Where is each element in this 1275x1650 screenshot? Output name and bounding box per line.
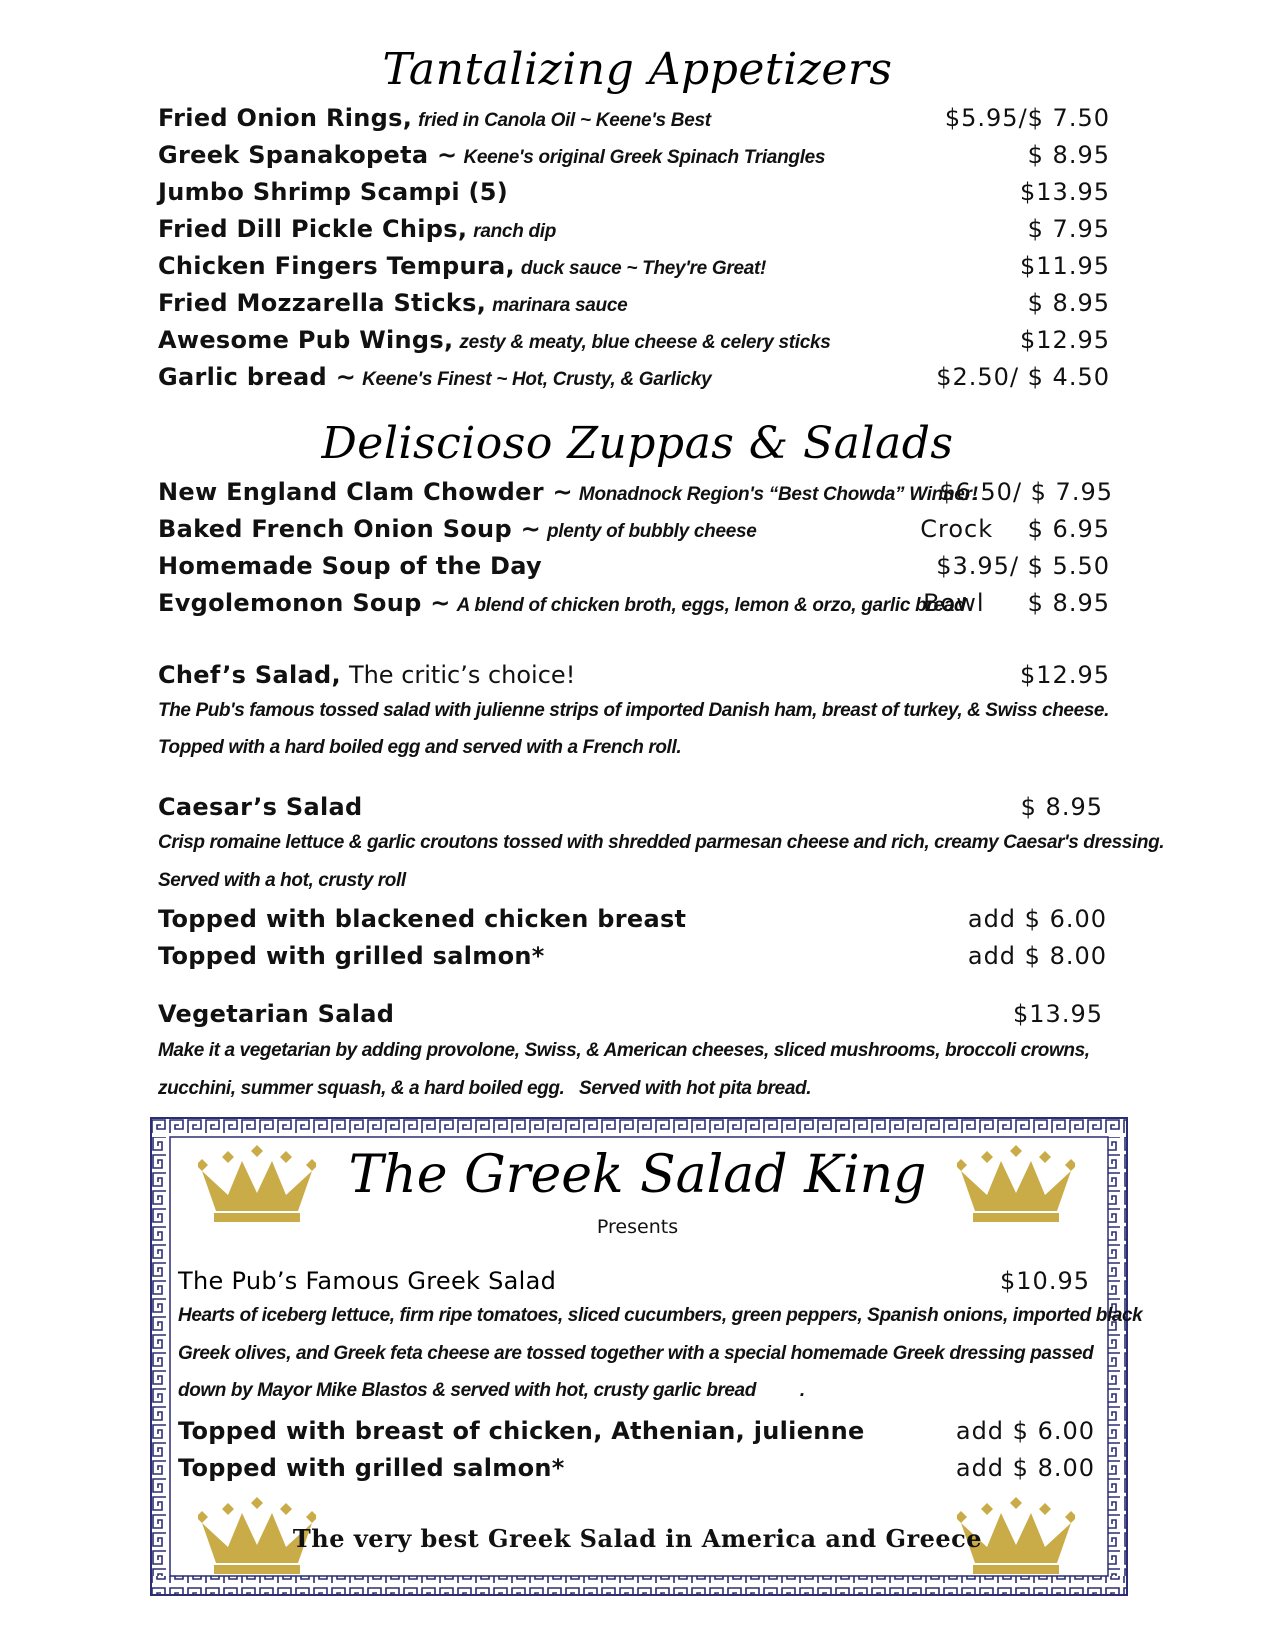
item-desc: Keene's Finest ~ Hot, Crusty, & Garlicky (362, 369, 712, 390)
item-name: Caesar’s Salad (158, 793, 363, 821)
appetizers-title: Tantalizing Appetizers (382, 44, 893, 95)
item-price: $ 8.95 (1020, 793, 1103, 821)
item-name: Fried Onion Rings, (158, 104, 413, 132)
item-desc: plenty of bubbly cheese (547, 521, 757, 542)
soup-item (158, 589, 965, 625)
item-desc: Hearts of iceberg lettuce, firm ripe tomatoes, sliced cucumbers, green peppers, Spanish onions, imported black (178, 1305, 1143, 1326)
item-name: Garlic bread ~ (158, 363, 357, 391)
addon-name: Topped with grilled salmon* (178, 1454, 565, 1482)
item-name: Chef’s Salad, (158, 661, 341, 689)
item-desc: marinara sauce (492, 295, 628, 316)
item-price: $ 8.95 (1027, 289, 1110, 317)
addon-name: Topped with grilled salmon* (158, 942, 545, 970)
item-price: $13.95 (1020, 178, 1110, 206)
addon-price: add $ 6.00 (967, 905, 1107, 933)
soup-item (158, 515, 757, 551)
addon-name: Topped with breast of chicken, Athenian, julienne (178, 1417, 865, 1445)
item-price: $13.95 (1013, 1000, 1103, 1028)
item-name: New England Clam Chowder ~ (158, 478, 573, 506)
item-price: $10.95 (1000, 1267, 1090, 1295)
addon-price: add $ 8.00 (955, 1454, 1095, 1482)
soup-item (158, 478, 978, 514)
item-price: $ 8.95 (1027, 141, 1110, 169)
vegetarian-salad (158, 1000, 394, 1036)
greek-king-title: The Greek Salad King (348, 1145, 927, 1205)
item-name: Homemade Soup of the Day (158, 552, 542, 580)
appetizer-item (158, 252, 766, 288)
appetizer-item (158, 141, 825, 177)
soup-item (158, 552, 548, 588)
item-name: Chicken Fingers Tempura, (158, 252, 515, 280)
addon-price: add $ 8.00 (967, 942, 1107, 970)
item-name: Awesome Pub Wings, (158, 326, 454, 354)
item-desc: Greek olives, and Greek feta cheese are tossed together with a special homemade Greek dressing passed (178, 1343, 1094, 1364)
addon-item (178, 1417, 865, 1453)
item-tagline: The critic’s choice! (348, 661, 576, 689)
item-name: Baked French Onion Soup ~ (158, 515, 541, 543)
item-price: $ 7.95 (1027, 215, 1110, 243)
item-price: $3.95/ $ 5.50 (936, 552, 1110, 580)
item-name: Vegetarian Salad (158, 1000, 395, 1028)
item-desc: Served with a hot, crusty roll (158, 870, 406, 891)
greek-slogan: The very best Greek Salad in America and Greece (292, 1524, 983, 1553)
addon-item (178, 1454, 565, 1490)
item-price: $5.95/$ 7.50 (944, 104, 1110, 132)
item-price: $12.95 (1020, 661, 1110, 689)
chef-salad (158, 661, 575, 697)
item-price: $12.95 (1020, 326, 1110, 354)
appetizer-item (158, 289, 627, 325)
item-desc: Crisp romaine lettuce & garlic croutons tossed with shredded parmesan cheese and rich, creamy Caesar's dressing. (158, 832, 1165, 853)
addon-price: add $ 6.00 (955, 1417, 1095, 1445)
item-desc: fried in Canola Oil ~ Keene's Best (418, 110, 711, 131)
item-name: Fried Mozzarella Sticks, (158, 289, 487, 317)
item-desc: zucchini, summer squash, & a hard boiled egg. Served with hot pita bread. (158, 1078, 812, 1099)
greek-salad (178, 1267, 556, 1303)
appetizer-item (158, 104, 711, 140)
appetizer-item (158, 178, 514, 214)
caesar-salad (158, 793, 362, 829)
item-price: $2.50/ $ 4.50 (936, 363, 1110, 391)
item-desc: The Pub's famous tossed salad with julienne strips of imported Danish ham, breast of turkey, & Swiss cheese. (158, 700, 1109, 721)
addon-item (158, 905, 686, 941)
item-price: $11.95 (1020, 252, 1110, 280)
addon-item (158, 942, 545, 978)
item-name: Evgolemonon Soup ~ (158, 589, 451, 617)
item-desc: Make it a vegetarian by adding provolone, Swiss, & American cheeses, sliced mushrooms, broccoli crowns, (158, 1040, 1090, 1061)
item-name: Jumbo Shrimp Scampi (5) (158, 178, 509, 206)
item-name: Greek Spanakopeta ~ (158, 141, 458, 169)
item-price: $6.50/ $ 7.95 (939, 478, 1113, 506)
addon-name: Topped with blackened chicken breast (158, 905, 687, 933)
item-desc: ranch dip (473, 221, 557, 242)
soups-title: Deliscioso Zuppas & Salads (321, 418, 954, 469)
appetizer-item (158, 215, 556, 251)
item-desc: Keene's original Greek Spinach Triangles (463, 147, 826, 168)
item-price: Crock $ 6.95 (920, 515, 1110, 543)
item-name: Fried Dill Pickle Chips, (158, 215, 468, 243)
item-desc: duck sauce ~ They're Great! (520, 258, 767, 279)
appetizer-item (158, 363, 711, 399)
item-desc: Topped with a hard boiled egg and served with a French roll. (158, 737, 682, 758)
item-price: Bowl $ 8.95 (923, 589, 1110, 617)
greek-presents: Presents (596, 1216, 679, 1238)
item-desc: down by Mayor Mike Blastos & served with hot, crusty garlic bread . (178, 1380, 805, 1401)
item-desc: A blend of chicken broth, eggs, lemon & orzo, garlic bread (456, 595, 966, 616)
item-desc: zesty & meaty, blue cheese & celery sticks (459, 332, 831, 353)
item-desc: Monadnock Region's “Best Chowda” Winner! (578, 484, 978, 505)
item-name: The Pub’s Famous Greek Salad (178, 1267, 557, 1295)
appetizer-item (158, 326, 831, 362)
